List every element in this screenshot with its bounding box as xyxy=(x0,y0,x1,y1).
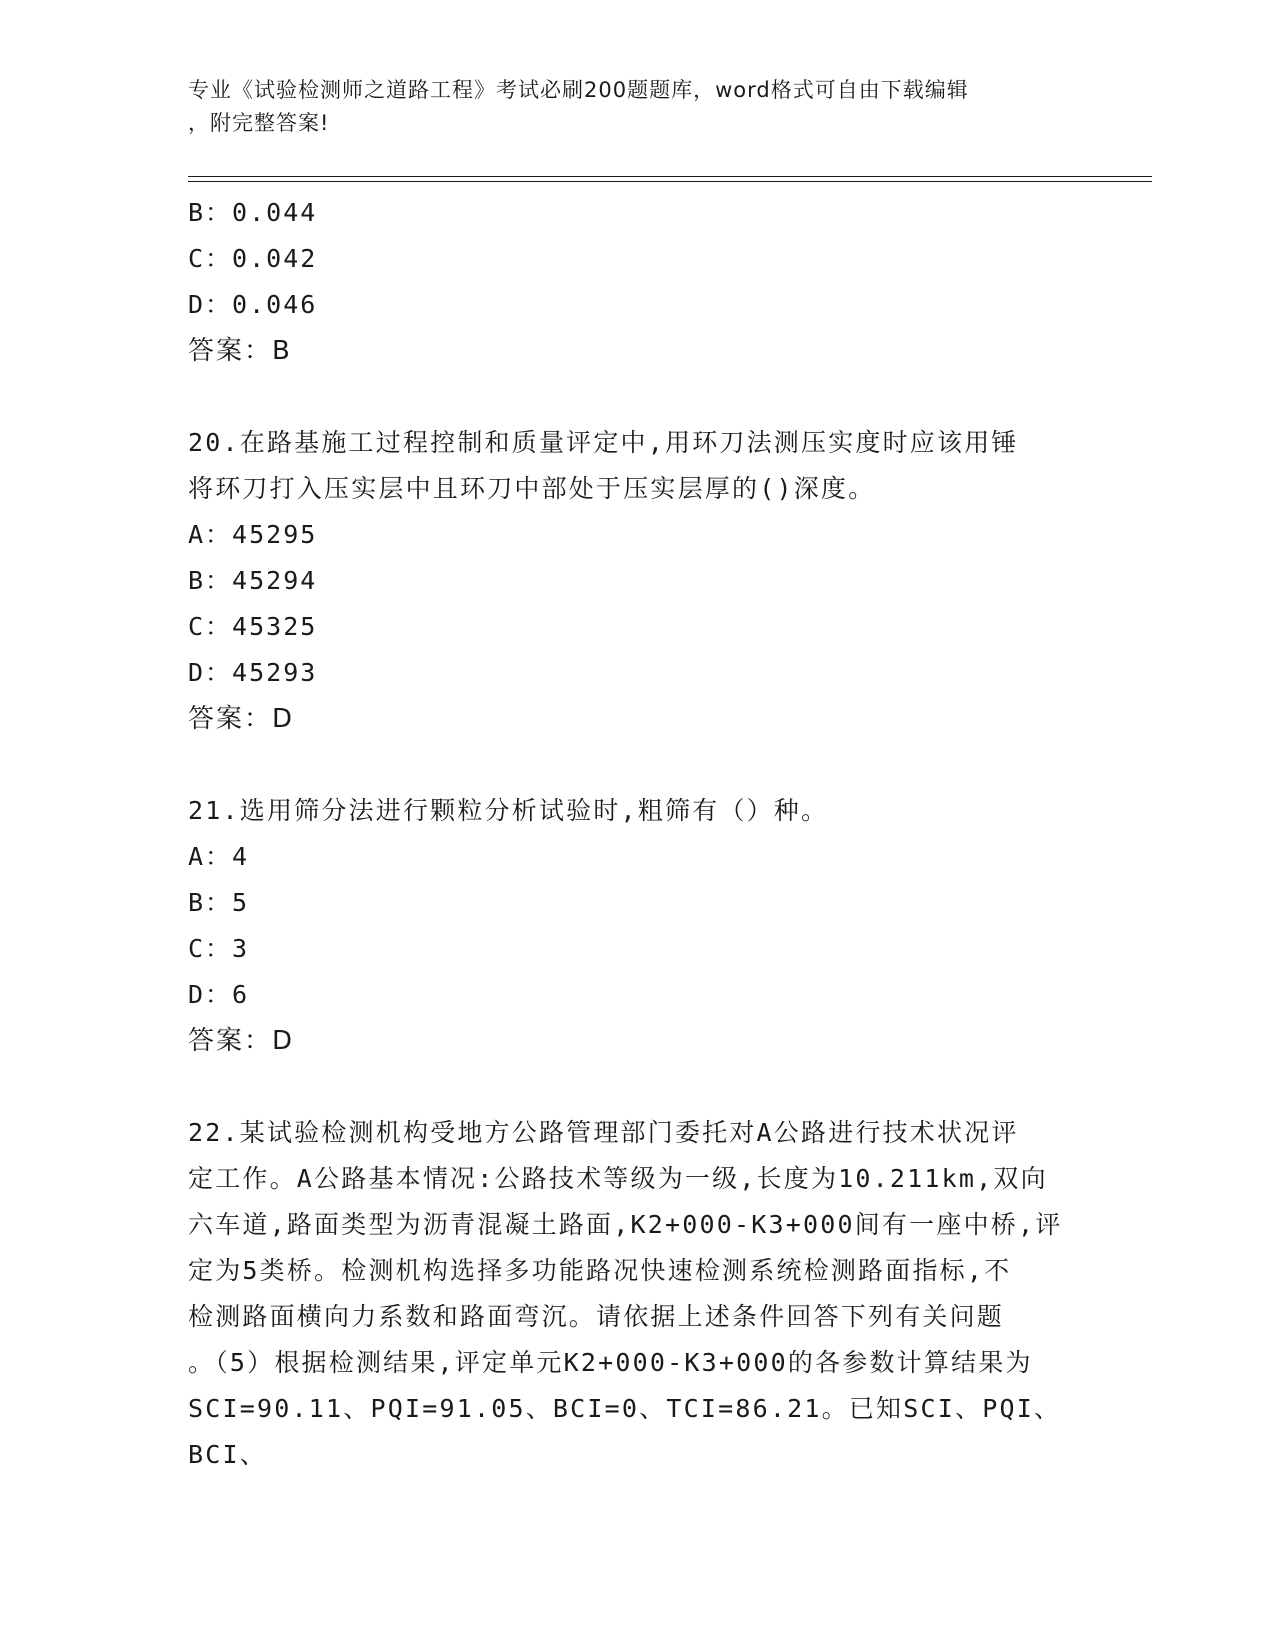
question-text xyxy=(188,420,1088,512)
question-text-line: 21.选用筛分法进行颗粒分析试验时,粗筛有（）种。 xyxy=(188,796,829,825)
option-d: D：45293 xyxy=(188,658,318,687)
option-c: C：3 xyxy=(188,934,250,963)
answer-line: 答案：D xyxy=(188,704,295,734)
question-content xyxy=(188,190,1088,1478)
header-line-2: ，附完整答案! xyxy=(188,111,330,135)
question-text-line: 定工作。A公路基本情况:公路技术等级为一级,长度为10.211km,双向 xyxy=(188,1164,1048,1193)
header-divider-bottom xyxy=(188,181,1152,182)
question-21 xyxy=(188,788,1088,1064)
header-divider-top xyxy=(188,176,1152,177)
option-a: A：4 xyxy=(188,842,250,871)
question-text xyxy=(188,1110,1088,1478)
answer-line: 答案：B xyxy=(188,336,292,366)
option-b: B：0.044 xyxy=(188,198,318,227)
option-c: C：0.042 xyxy=(188,244,318,273)
question-text-line: 将环刀打入压实层中且环刀中部处于压实层厚的()深度。 xyxy=(188,474,876,503)
question-22 xyxy=(188,1110,1088,1478)
option-b: B：5 xyxy=(188,888,250,917)
question-text-line: 22.某试验检测机构受地方公路管理部门委托对A公路进行技术状况评 xyxy=(188,1118,1019,1147)
option-d: D：0.046 xyxy=(188,290,318,319)
question-text-line: 20.在路基施工过程控制和质量评定中,用环刀法测压实度时应该用锤 xyxy=(188,428,1019,457)
option-a: A：45295 xyxy=(188,520,318,549)
header-line-1: 专业《试验检测师之道路工程》考试必刷200题题库，word格式可自由下载编辑 xyxy=(188,78,969,102)
question-text xyxy=(188,788,1088,834)
document-header xyxy=(188,74,1088,140)
option-d: D：6 xyxy=(188,980,250,1009)
question-text-line: 六车道,路面类型为沥青混凝土路面,K2+000-K3+000间有一座中桥,评 xyxy=(188,1210,1063,1239)
prev-question xyxy=(188,190,1088,374)
question-text-line: 定为5类桥。检测机构选择多功能路况快速检测系统检测路面指标,不 xyxy=(188,1256,1012,1285)
option-b: B：45294 xyxy=(188,566,318,595)
question-20 xyxy=(188,420,1088,742)
question-text-line: SCI=90.11、PQI=91.05、BCI=0、TCI=86.21。已知SCI、PQI、BCI、 xyxy=(188,1394,1062,1469)
answer-line: 答案：D xyxy=(188,1026,295,1056)
option-c: C：45325 xyxy=(188,612,318,641)
question-text-line: 。（5）根据检测结果,评定单元K2+000-K3+000的各参数计算结果为 xyxy=(188,1348,1033,1377)
question-text-line: 检测路面横向力系数和路面弯沉。请依据上述条件回答下列有关问题 xyxy=(188,1302,1005,1331)
